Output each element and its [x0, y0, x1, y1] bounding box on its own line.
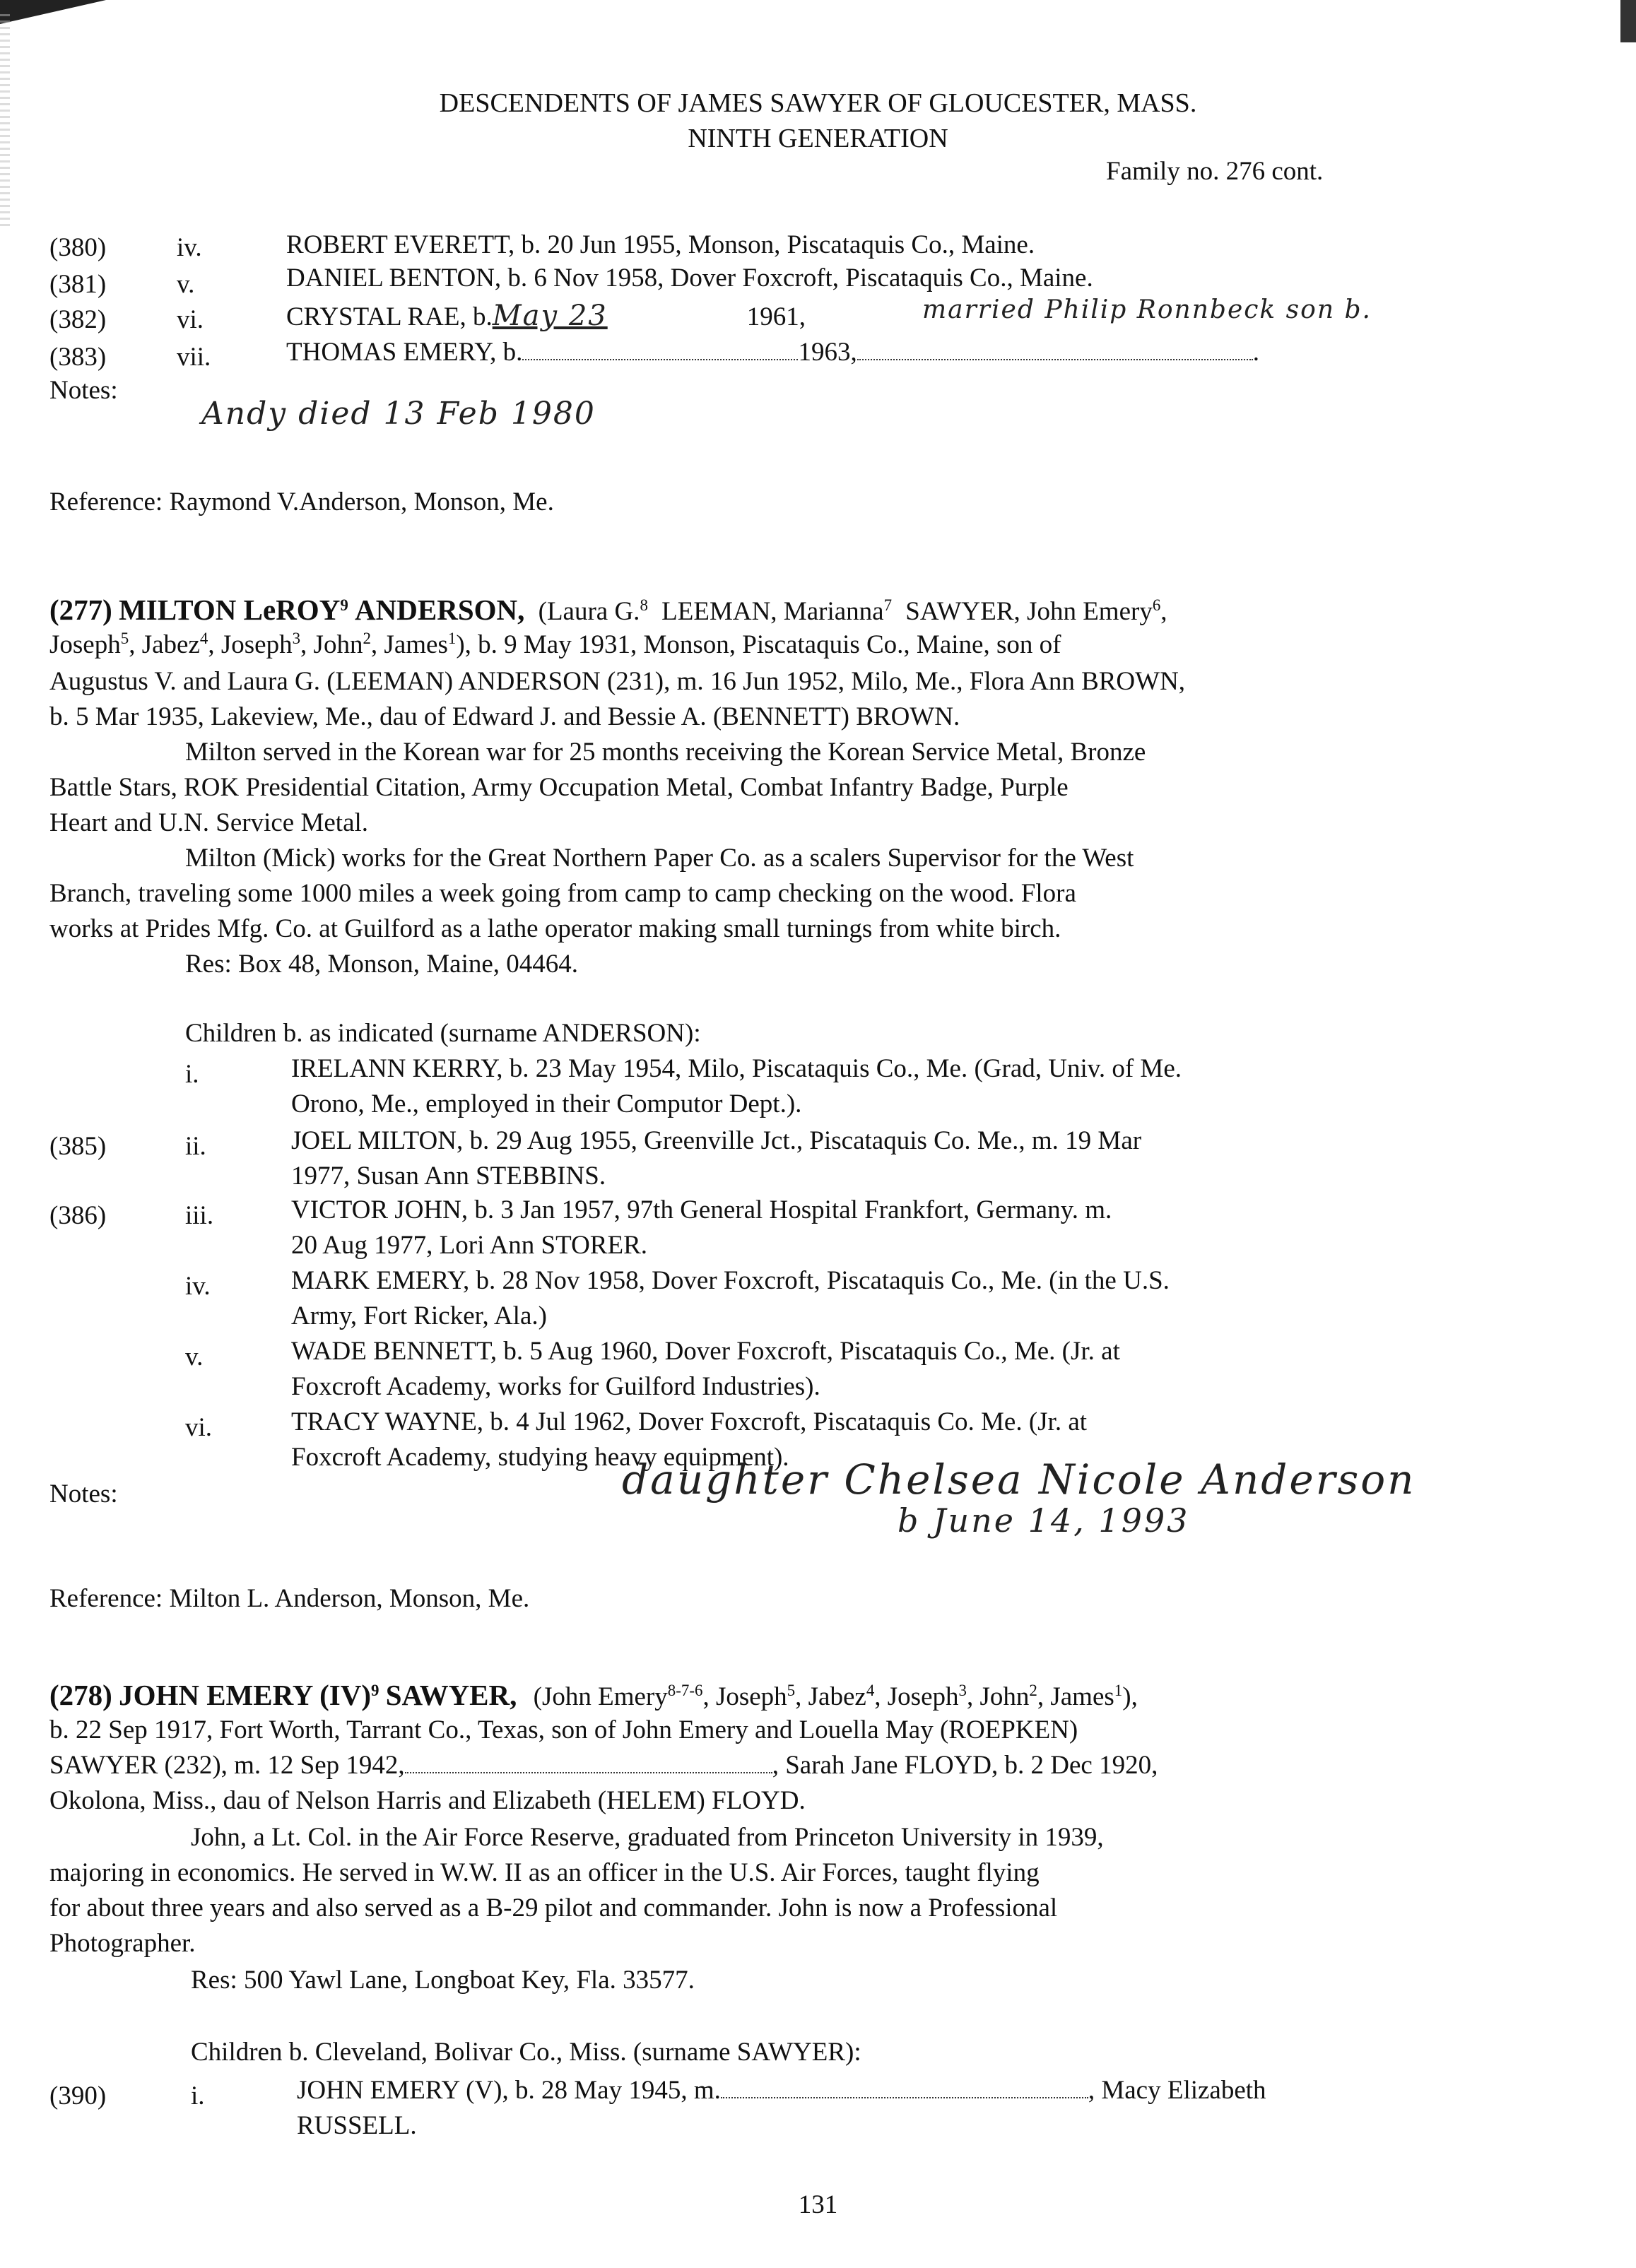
family-heading: (277) MILTON LeROY$^9$ ANDERSON, (Laura G.$^8$ LEEMAN, Marianna$^7$ SAWYER, John Emery$^6$, — [49, 593, 1167, 626]
child-entry: WADE BENNETT, b. 5 Aug 1960, Dover Foxcroft, Piscataquis Co., Me. (Jr. at — [291, 1337, 1120, 1366]
handwritten-birth-date: May 23 — [492, 300, 608, 332]
children-intro: Children b. Cleveland, Bolivar Co., Miss. (surname SAWYER): — [191, 2038, 861, 2067]
child-num: (381) — [49, 270, 107, 299]
child-num: (385) — [49, 1132, 107, 1161]
children-intro: Children b. as indicated (surname ANDERSON): — [185, 1019, 701, 1048]
child-entry: VICTOR JOHN, b. 3 Jan 1957, 97th General Hospital Frankfort, Germany. m. — [291, 1195, 1112, 1224]
child-entry-cont: Foxcroft Academy, studying heavy equipment). — [291, 1443, 789, 1472]
paragraph-line: Branch, traveling some 1000 miles a week going from camp to camp checking on the wood. Flora — [49, 879, 1076, 908]
paragraph-line: Milton (Mick) works for the Great Northern Paper Co. as a scalers Supervisor for the West — [185, 844, 1134, 873]
reference: Reference: Milton L. Anderson, Monson, Me. — [49, 1584, 530, 1613]
child-entry: THOMAS EMERY, b. 1963, . — [286, 338, 1259, 367]
page-number: 131 — [798, 2190, 838, 2219]
child-entry-cont: RUSSELL. — [297, 2111, 417, 2140]
scan-corner-shadow — [0, 0, 106, 24]
child-num: (390) — [49, 2081, 107, 2110]
notes-label: Notes: — [49, 376, 118, 405]
child-roman: i. — [185, 1060, 199, 1089]
page-title: DESCENDENTS OF JAMES SAWYER OF GLOUCESTER, MASS. — [439, 88, 1197, 118]
notes-label: Notes: — [49, 1479, 118, 1508]
family-text: Augustus V. and Laura G. (LEEMAN) ANDERSON (231), m. 16 Jun 1952, Milo, Me., Flora Ann BROWN, — [49, 667, 1186, 696]
family-text: Okolona, Miss., dau of Nelson Harris and Elizabeth (HELEM) FLOYD. — [49, 1786, 806, 1815]
child-roman: ii. — [185, 1132, 206, 1161]
family-text: b. 5 Mar 1935, Lakeview, Me., dau of Edward J. and Bessie A. (BENNETT) BROWN. — [49, 702, 960, 731]
child-roman: i. — [191, 2081, 205, 2110]
paragraph-line: for about three years and also served as a B-29 pilot and commander. John is now a Professional — [49, 1894, 1058, 1923]
child-entry: JOEL MILTON, b. 29 Aug 1955, Greenville Jct., Piscataquis Co. Me., m. 19 Mar — [291, 1126, 1142, 1155]
paragraph-line: John, a Lt. Col. in the Air Force Reserve, graduated from Princeton University in 1939, — [191, 1823, 1104, 1852]
paragraph-line: works at Prides Mfg. Co. at Guilford as a lathe operator making small turnings from white birch. — [49, 914, 1061, 943]
child-roman: iv. — [185, 1272, 211, 1301]
child-num: (386) — [49, 1201, 107, 1230]
child-roman: v. — [177, 270, 195, 299]
child-entry-cont: 1977, Susan Ann STEBBINS. — [291, 1162, 606, 1191]
residence: Res: Box 48, Monson, Maine, 04464. — [185, 950, 579, 979]
page-subtitle: NINTH GENERATION — [688, 124, 948, 153]
handwritten-notes: daughter Chelsea Nicole Anderson — [622, 1455, 1416, 1504]
child-roman: vii. — [177, 343, 211, 372]
family-text: SAWYER (232), m. 12 Sep 1942, , Sarah Jane FLOYD, b. 2 Dec 1920, — [49, 1751, 1158, 1780]
child-entry: JOHN EMERY (V), b. 28 May 1945, m. , Macy Elizabeth — [297, 2076, 1266, 2105]
child-entry-cont: 20 Aug 1977, Lori Ann STORER. — [291, 1231, 647, 1260]
family-heading: (278) JOHN EMERY (IV)$^9$ SAWYER, (John Emery$^{8-7-6}$, Joseph$^5$, Jabez$^4$, Joseph$^3$, John$^2$, James$^1$), — [49, 1679, 1138, 1711]
residence: Res: 500 Yawl Lane, Longboat Key, Fla. 33577. — [191, 1966, 695, 1995]
child-roman: vi. — [177, 305, 204, 334]
family-heading-line2: Joseph$^5$, Jabez$^4$, Joseph$^3$, John$^2$, James$^1$), b. 9 May 1931, Monson, Piscataquis Co., Maine, son of — [49, 630, 1061, 659]
child-num: (380) — [49, 233, 107, 262]
reference: Reference: Raymond V.Anderson, Monson, Me. — [49, 488, 554, 516]
child-entry: MARK EMERY, b. 28 Nov 1958, Dover Foxcroft, Piscataquis Co., Me. (in the U.S. — [291, 1266, 1170, 1295]
handwritten-annotation: married Philip Ronnbeck son b. — [922, 295, 1372, 324]
family-text: b. 22 Sep 1917, Fort Worth, Tarrant Co., Texas, son of John Emery and Louella May (ROEPKEN) — [49, 1715, 1078, 1744]
child-entry-cont: Army, Fort Ricker, Ala.) — [291, 1301, 547, 1330]
handwritten-notes: b June 14, 1993 — [898, 1501, 1190, 1540]
child-num: (383) — [49, 343, 107, 372]
child-roman: vi. — [185, 1413, 213, 1442]
paragraph-line: Milton served in the Korean war for 25 months receiving the Korean Service Metal, Bronze — [185, 738, 1146, 767]
child-entry-cont: Foxcroft Academy, works for Guilford Industries). — [291, 1372, 820, 1401]
child-entry: ROBERT EVERETT, b. 20 Jun 1955, Monson, Piscataquis Co., Maine. — [286, 230, 1035, 259]
child-roman: v. — [185, 1342, 204, 1371]
child-entry: IRELANN KERRY, b. 23 May 1954, Milo, Piscataquis Co., Me. (Grad, Univ. of Me. — [291, 1054, 1182, 1083]
child-roman: iii. — [185, 1201, 214, 1230]
child-entry: CRYSTAL RAE, b.May 23 1961, — [286, 300, 806, 332]
child-num: (382) — [49, 305, 107, 334]
child-entry: TRACY WAYNE, b. 4 Jul 1962, Dover Foxcroft, Piscataquis Co. Me. (Jr. at — [291, 1407, 1088, 1436]
paragraph-line: majoring in economics. He served in W.W. II as an officer in the U.S. Air Forces, taught flying — [49, 1858, 1040, 1887]
paragraph-line: Battle Stars, ROK Presidential Citation, Army Occupation Metal, Combat Infantry Badge, Purple — [49, 773, 1069, 802]
child-roman: iv. — [177, 233, 202, 262]
child-entry-cont: Orono, Me., employed in their Computor Dept.). — [291, 1089, 802, 1118]
paragraph-line: Photographer. — [49, 1929, 196, 1958]
scan-edge-speckle — [0, 14, 10, 226]
handwritten-notes: Andy died 13 Feb 1980 — [201, 396, 596, 432]
scan-edge-mark — [1620, 0, 1636, 42]
family-number: Family no. 276 cont. — [1106, 157, 1324, 186]
paragraph-line: Heart and U.N. Service Metal. — [49, 808, 369, 837]
child-entry: DANIEL BENTON, b. 6 Nov 1958, Dover Foxcroft, Piscataquis Co., Maine. — [286, 264, 1093, 293]
